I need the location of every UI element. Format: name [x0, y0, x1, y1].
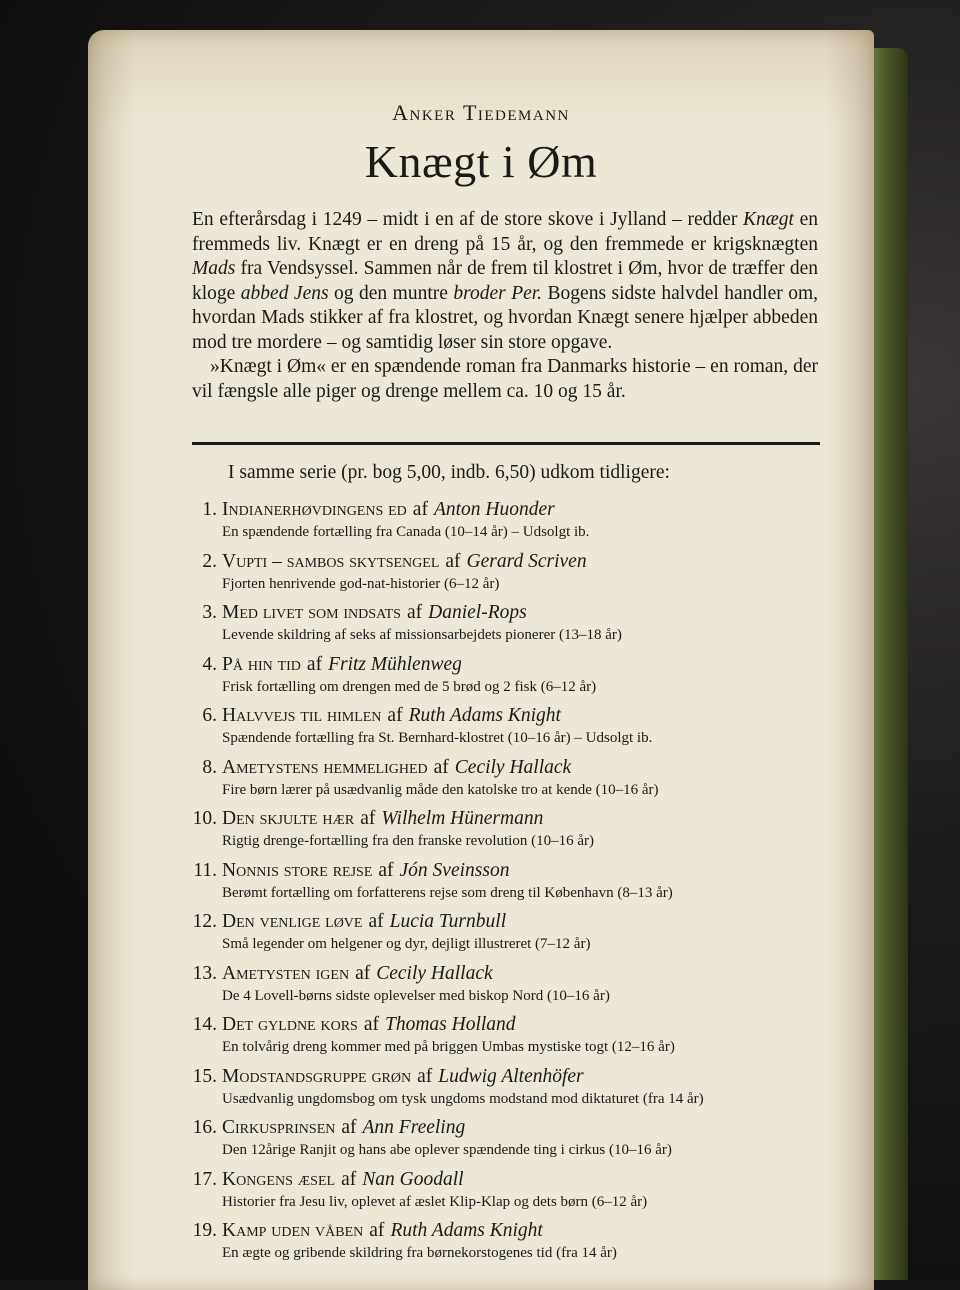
book-item-author: Fritz Mühlenweg: [328, 653, 462, 675]
book-item-author: Ruth Adams Knight: [390, 1220, 543, 1241]
book-back-cover: [88, 30, 874, 1290]
book-item-title: Modstandsgruppe grøn: [222, 1065, 412, 1087]
book-item-author: Thomas Holland: [384, 1014, 516, 1035]
book-item-author: Ludwig Altenhöfer: [438, 1065, 584, 1087]
book-item-title: Indianerhøvdingens ed: [222, 499, 407, 520]
book-description: Levende skildring af seks af missionsarbejdets pionerer (13–18 år): [222, 627, 622, 643]
book-item-title: Kongens æsel: [222, 1168, 336, 1190]
book-item-title: Halvvejs til himlen: [222, 705, 382, 726]
blurb-italic-name: abbed Jens: [240, 282, 329, 304]
book-heading: [184, 910, 874, 934]
book-list-item: [184, 1116, 874, 1168]
book-list-item: [184, 550, 874, 602]
book-list-item: [184, 1065, 874, 1117]
book-number: 1.: [202, 499, 217, 520]
book-item-author: Ann Freeling: [362, 1117, 466, 1138]
book-description: Usædvanlig ungdomsbog om tysk ungdoms modstand mod diktaturet (fra 14 år): [222, 1090, 704, 1107]
book-heading: [184, 1168, 874, 1192]
book-number: 11.: [193, 859, 217, 881]
blurb-text: fra Vendsyssel. Sammen når de frem til klostret i Øm, hvor de træffer den kloge: [192, 258, 818, 304]
book-list-item: [184, 653, 874, 705]
book-number: 8.: [202, 756, 217, 778]
book-description: De 4 Lovell-børns sidste oplevelser med biskop Nord (10–16 år): [222, 987, 610, 1004]
book-description: En tolvårig dreng kommer med på briggen Umbas mystiske togt (12–16 år): [222, 1039, 675, 1055]
book-description: Rigtig drenge-fortælling fra den franske revolution (10–16 år): [222, 833, 594, 849]
book-number: 3.: [202, 602, 217, 623]
book-item-title: Det gyldne kors: [222, 1014, 358, 1035]
blurb-italic-name: Knægt: [742, 209, 794, 230]
book-description: Fire børn lærer på usædvanlig måde den katolske tro at kende (10–16 år): [222, 781, 659, 798]
book-item-title: På hin tid: [222, 653, 301, 675]
book-item-title: Den venlige løve: [222, 911, 363, 932]
book-list-item: [184, 704, 874, 756]
book-heading: [184, 962, 874, 986]
book-item-author: Daniel-Rops: [428, 602, 527, 623]
book-heading: [184, 704, 874, 728]
book-number: 14.: [192, 1014, 217, 1035]
book-heading: [184, 859, 874, 883]
book-item-author: Jón Sveinsson: [399, 859, 510, 881]
book-description: En spændende fortælling fra Canada (10–14 år) – Udsolgt ib.: [222, 524, 590, 540]
book-af-word: af: [387, 705, 403, 726]
book-number: 13.: [192, 962, 217, 984]
book-heading: [184, 498, 874, 522]
book-item-author: Lucia Turnbull: [389, 911, 507, 932]
book-list-item: [184, 807, 874, 859]
blurb: [192, 208, 818, 404]
blurb-paragraph-1: [192, 208, 818, 355]
series-book-list: [184, 498, 874, 1271]
book-description: Den 12årige Ranjit og hans abe oplever spændende ting i cirkus (10–16 år): [222, 1142, 672, 1158]
book-number: 4.: [202, 653, 217, 675]
book-af-word: af: [406, 602, 423, 623]
book-heading: [184, 1065, 874, 1089]
blurb-text: og den muntre: [328, 282, 454, 304]
book-list-item: [184, 756, 874, 808]
book-description: Historier fra Jesu liv, oplevet af æslet Klip-Klap og dets børn (6–12 år): [222, 1193, 648, 1210]
book-item-title: Ametystens hemmelighed: [222, 756, 428, 778]
blurb-italic-name: Mads: [192, 258, 236, 279]
book-description: Fjorten henrivende god-nat-historier (6–12 år): [222, 575, 500, 592]
book-af-word: af: [433, 756, 449, 778]
book-list-item: [184, 1168, 874, 1220]
book-af-word: af: [363, 1014, 379, 1035]
book-heading: [184, 756, 874, 780]
book-item-title: Vupti – sambos skytsengel: [222, 550, 440, 572]
book-number: 2.: [202, 550, 217, 572]
book-item-author: Gerard Scriven: [466, 550, 587, 572]
blurb-text: En efterårsdag i 1249 – midt i en af de store skove i Jylland – redder: [192, 209, 743, 230]
book-af-word: af: [355, 962, 371, 984]
book-title: Knægt i Øm: [364, 136, 598, 187]
book-heading: [184, 807, 874, 831]
book-description: Frisk fortælling om drengen med de 5 brød og 2 fisk (6–12 år): [222, 678, 597, 695]
book-list-item: [184, 601, 874, 653]
book-item-author: Nan Goodall: [362, 1168, 464, 1190]
book-af-word: af: [368, 911, 384, 932]
divider-rule: [192, 442, 820, 445]
book-list-item: [184, 1013, 874, 1065]
book-item-title: Den skjulte hær: [222, 808, 355, 829]
book-heading: [184, 1013, 874, 1037]
book-list-item: [184, 1219, 874, 1271]
book-af-word: af: [417, 1065, 433, 1087]
book-number: 12.: [192, 911, 217, 932]
book-list-item: [184, 910, 874, 962]
book-item-author: Cecily Hallack: [376, 962, 493, 984]
book-heading: [184, 601, 874, 625]
book-number: 16.: [192, 1117, 217, 1138]
book-item-author: Cecily Hallack: [454, 756, 572, 778]
book-description: Små legender om helgener og dyr, dejligt illustreret (7–12 år): [222, 936, 591, 952]
book-item-author: Wilhelm Hünermann: [381, 808, 544, 829]
blurb-italic-name: broder Per.: [453, 282, 543, 304]
book-item-title: Ametysten igen: [222, 962, 350, 984]
book-list-item: [184, 498, 874, 550]
book-list-item: [184, 962, 874, 1014]
book-af-word: af: [306, 653, 323, 675]
book-af-word: af: [360, 808, 376, 829]
book-af-word: af: [369, 1220, 385, 1241]
author-name: Anker Tiedemann: [392, 100, 570, 125]
book-item-author: Ruth Adams Knight: [408, 705, 561, 726]
book-heading: [184, 550, 874, 574]
book-item-title: Kamp uden våben: [222, 1220, 364, 1241]
book-heading: [184, 1116, 874, 1140]
book-number: 10.: [192, 808, 217, 829]
book-description: Berømt fortælling om forfatterens rejse som dreng til København (8–13 år): [222, 884, 673, 901]
blurb-text: en fremmeds liv. Knægt er en dreng på 15 år, og den fremmede er krigsknægten: [192, 209, 818, 255]
book-heading: [184, 1219, 874, 1243]
book-af-word: af: [412, 499, 428, 520]
book-af-word: af: [445, 550, 461, 572]
book-number: 17.: [192, 1168, 217, 1190]
book-description: Spændende fortælling fra St. Bernhard-klostret (10–16 år) – Udsolgt ib.: [222, 730, 653, 746]
book-af-word: af: [341, 1117, 357, 1138]
book-item-title: Cirkusprinsen: [222, 1117, 336, 1138]
blurb-paragraph-2: »Knægt i Øm« er en spændende roman fra Danmarks historie – en roman, der vil fængsle alle piger og drenge mellem ca. 10 og 15 år.: [192, 356, 818, 402]
book-item-title: Nonnis store rejse: [222, 859, 373, 881]
book-af-word: af: [378, 859, 394, 881]
series-intro: I samme serie (pr. bog 5,00, indb. 6,50) udkom tidligere:: [228, 462, 670, 483]
book-af-word: af: [341, 1168, 357, 1190]
book-number: 15.: [192, 1065, 217, 1087]
book-item-title: Med livet som indsats: [222, 602, 401, 623]
book-description: En ægte og gribende skildring fra børnekorstogenes tid (fra 14 år): [222, 1245, 617, 1261]
book-number: 6.: [202, 705, 217, 726]
book-heading: [184, 653, 874, 677]
book-list-item: [184, 859, 874, 911]
book-number: 19.: [192, 1220, 217, 1241]
book-item-author: Anton Huonder: [433, 499, 555, 520]
blurb-text: Bogens sidste halvdel handler om, hvordan Mads stikker af fra klostret, og hvordan Knægt senere hjælper abbeden mod tre mordere – og samtidig løser sin store opgave.: [192, 282, 818, 353]
